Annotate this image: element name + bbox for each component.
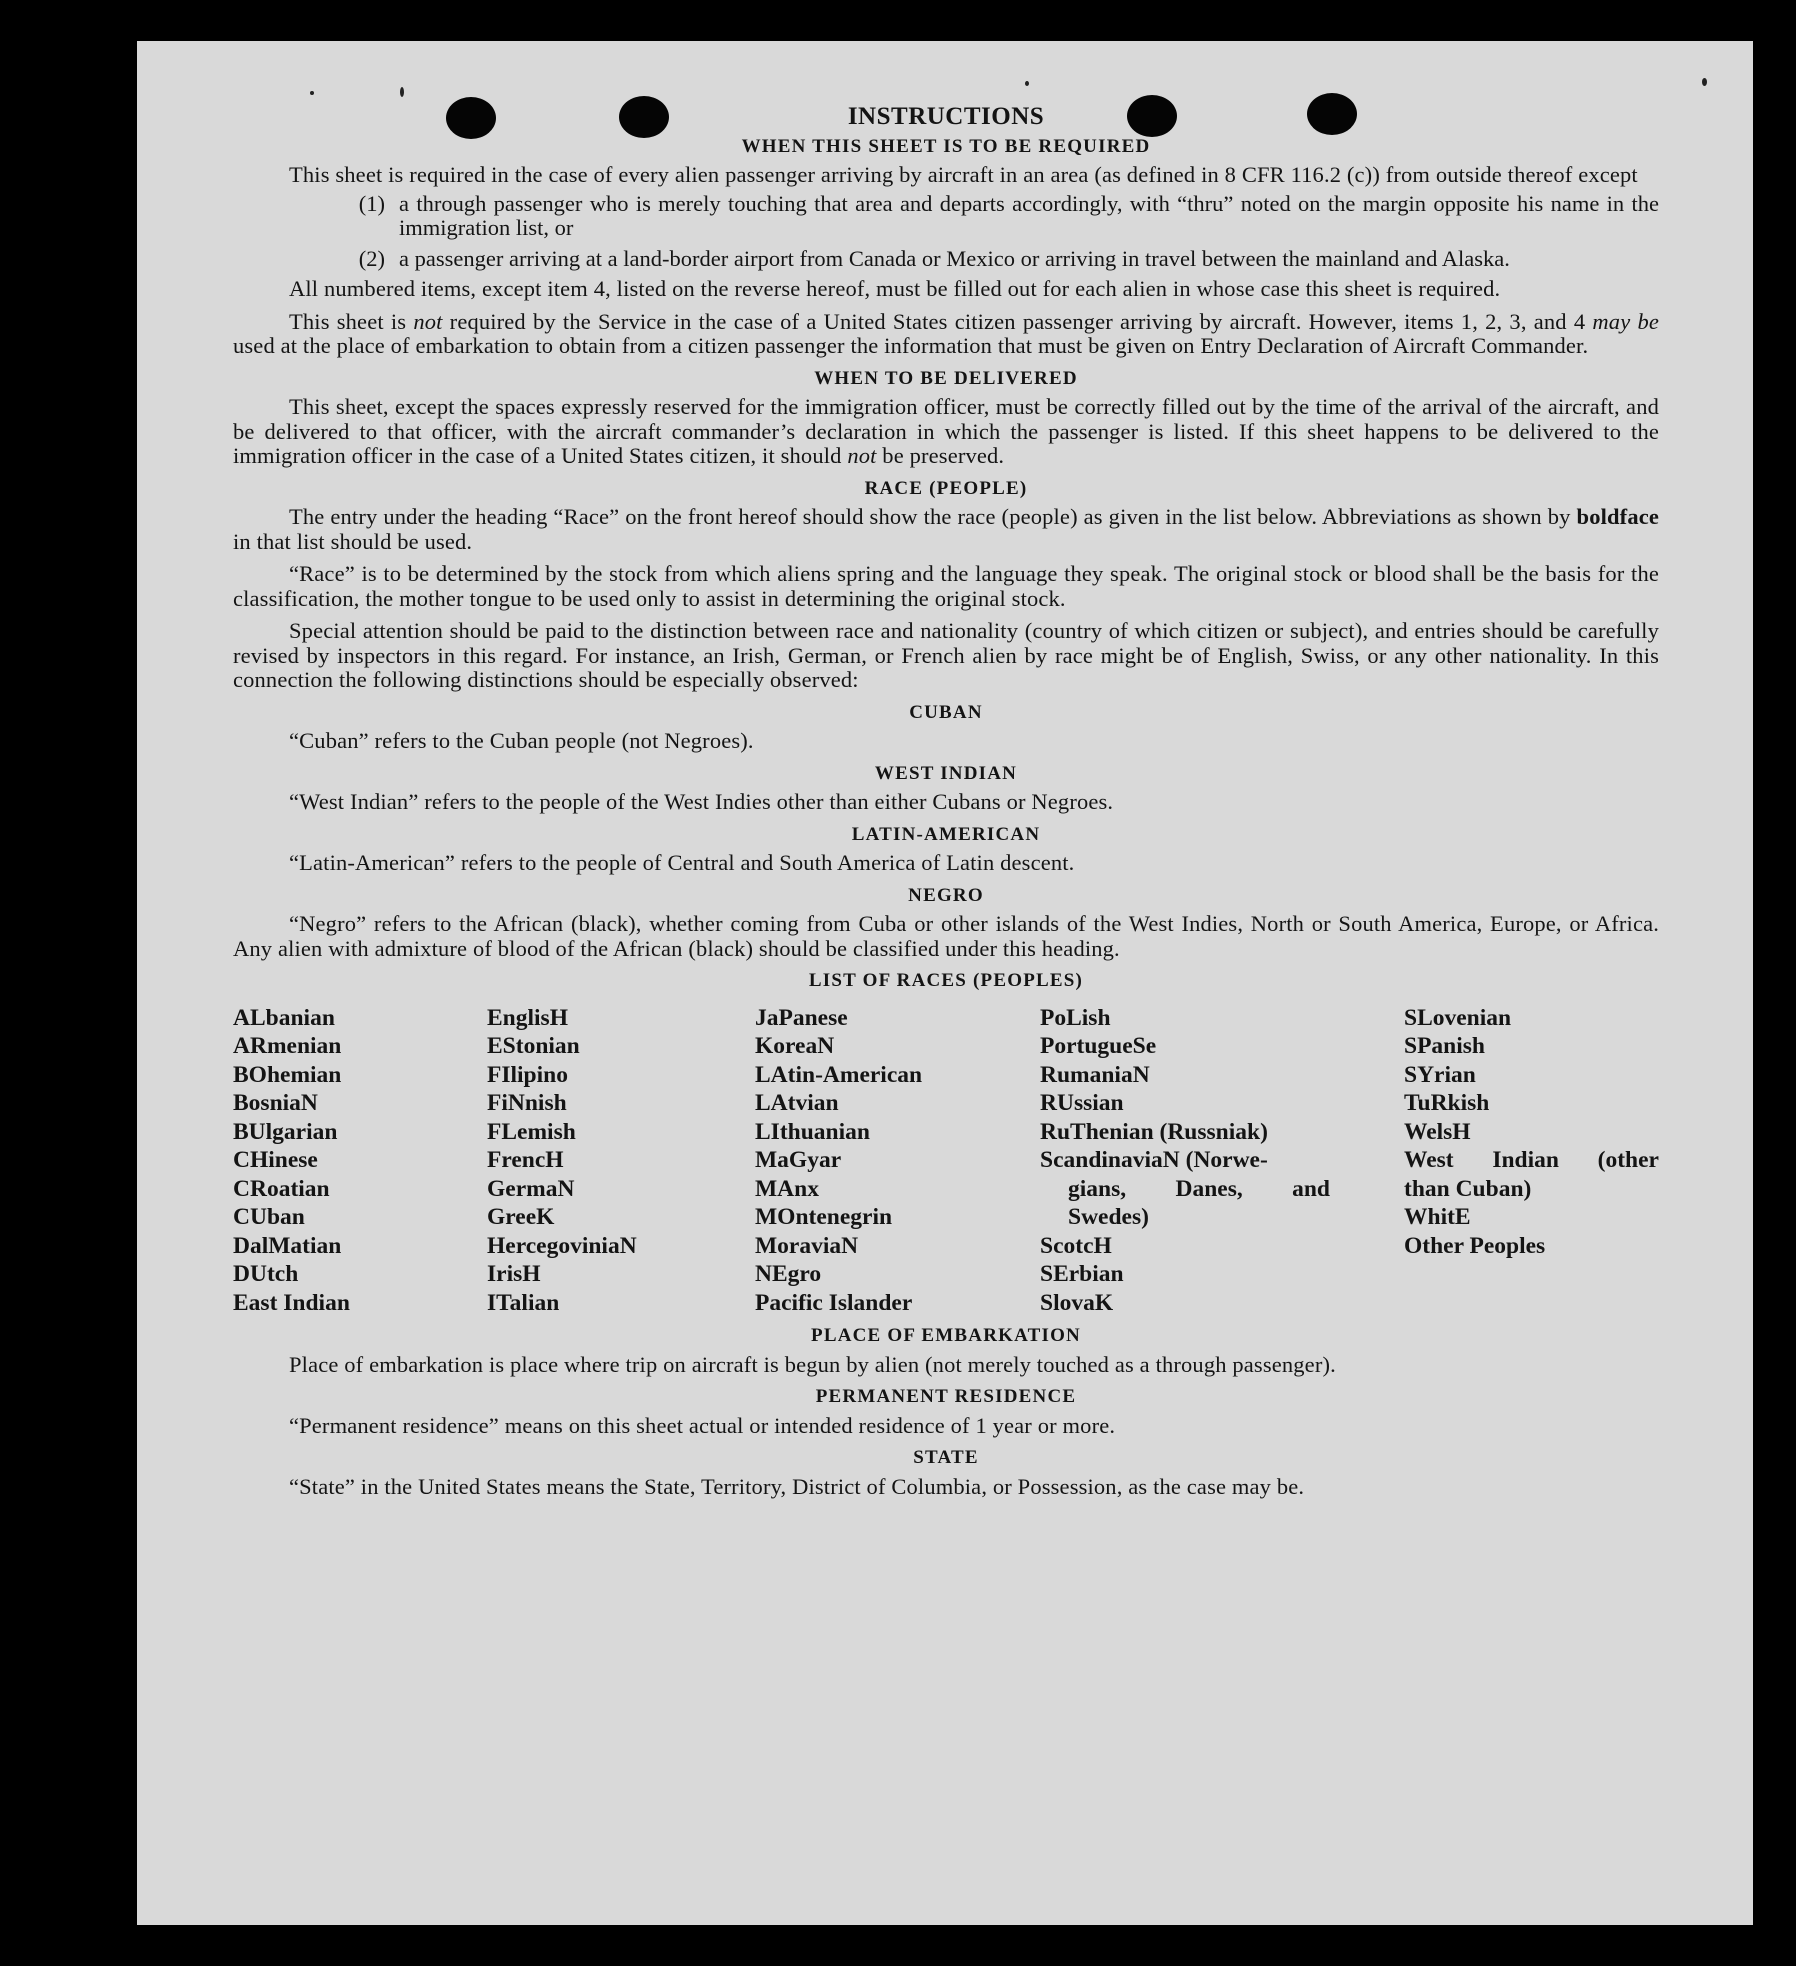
paragraph: “West Indian” refers to the people of the West Indies other than either Cubans or Negroes. [289,789,1114,814]
section-heading-race: RACE (PEOPLE) [864,477,1028,499]
race-entry: FIlipino [487,1061,568,1088]
item-text: a passenger arriving at a land-border airport from Canada or Mexico or arriving in travel between the mainland and Alaska. [399,245,1510,271]
race-entry: LAtin-American [755,1061,923,1088]
race-entry: CHinese [233,1147,318,1173]
race-entry: WhitE [1404,1204,1471,1230]
paragraph: Special attention should be paid to the distinction between race and nationality (country of which citizen or subject), and entries should be carefully revised by inspectors in this regard. For instance, an Irish, German, or French alien by race might be of English, Swiss, or any other nationality. In this connection the following distinctions should be especially observed: [233,618,1659,692]
race-entry: SYrian [1404,1061,1476,1088]
race-entry: ALbanian [233,1004,335,1031]
paragraph: This sheet, except the spaces expressly reserved for the immigration officer, must be correctly filled out by the time of the arrival of the aircraft, and be delivered to that officer, with the aircraft commander’s declaration in which the passenger is listed. If this sheet happens to be delivered to the immigration officer in the case of a United States citizen, it should not be preserved. [233,394,1659,468]
list-item [233,192,1659,241]
race-entry: SErbian [1040,1261,1124,1287]
race-entry: CUban [233,1204,305,1230]
race-entry: FiNnish [487,1090,567,1116]
paragraph: “Permanent residence” means on this sheet actual or intended residence of 1 year or more. [289,1412,1116,1438]
race-column [1040,1004,1404,1318]
list-item [233,247,1659,272]
section-heading-latin-american: LATIN-AMERICAN [851,823,1041,845]
race-column [1404,1004,1659,1318]
race-entry: ARmenian [233,1033,342,1059]
race-entry: MAnx [755,1175,819,1202]
race-entry: RuThenian (Russniak) [1040,1118,1268,1145]
race-entry: West Indian (other [1404,1147,1659,1173]
section-heading-cuban: CUBAN [909,701,983,723]
race-entry: MaGyar [755,1147,842,1173]
section-heading-embarkation: PLACE OF EMBARKATION [811,1325,1081,1346]
race-entry: SlovaK [1040,1289,1114,1316]
document-sheet [137,41,1753,1925]
race-entry: SPanish [1404,1033,1485,1059]
speck [400,87,404,97]
race-entry: FLemish [487,1118,576,1145]
paragraph: “Cuban” refers to the Cuban people (not Negroes). [289,728,754,753]
race-entry: MoraviaN [755,1232,859,1259]
paragraph: Place of embarkation is place where trip on aircraft is begun by alien (not merely touched as a through passenger). [289,1351,1336,1377]
race-entry: DalMatian [233,1232,342,1259]
race-entry: LIthuanian [755,1118,870,1145]
race-entry: HercegoviniaN [487,1232,637,1259]
instructions-text [233,105,1659,1507]
speck [1025,81,1029,86]
race-entry: BOhemian [233,1061,342,1088]
section-heading-negro: NEGRO [908,884,984,906]
section-heading-west-indian: WEST INDIAN [874,762,1018,784]
paragraph: “Race” is to be determined by the stock from which aliens spring and the language they speak. The original stock or blood shall be the basis for the classification, the mother tongue to be used only to assist in determining the original stock. [233,561,1659,611]
race-entry: SLovenian [1404,1004,1512,1031]
section-heading-list-of-races: LIST OF RACES (PEOPLES) [808,970,1084,991]
item-number: (2) [358,245,385,271]
race-entry: PortugueSe [1040,1033,1157,1059]
race-entry: DUtch [233,1261,299,1287]
race-column [233,1004,487,1318]
race-entry: IrisH [487,1261,541,1287]
race-entry: RumaniaN [1040,1061,1150,1088]
race-entry: RUssian [1040,1090,1124,1116]
race-entry: ScandinaviaN (Norwe- [1040,1147,1268,1173]
race-entry: Pacific Islander [755,1289,913,1316]
race-entry: East Indian [233,1289,350,1316]
item-number: (1) [358,190,385,216]
race-entry: FrencH [487,1147,564,1173]
race-entry: WelsH [1404,1118,1471,1145]
race-entry: NEgro [755,1261,822,1287]
section-heading-residence: PERMANENT RESIDENCE [815,1386,1077,1407]
paragraph: “Negro” refers to the African (black), whether coming from Cuba or other islands of the West Indies, North or South America, Europe, or Africa. Any alien with admixture of blood of the African (black) should be classified under this heading. [233,911,1659,961]
section-heading-state: STATE [913,1447,979,1468]
race-entry: EStonian [487,1033,580,1059]
speck [310,91,314,95]
race-entry: BosniaN [233,1090,318,1116]
section-heading-required: WHEN THIS SHEET IS TO BE REQUIRED [741,135,1151,157]
section-heading-delivered: WHEN TO BE DELIVERED [814,367,1078,389]
race-list [233,1004,1659,1318]
paragraph: This sheet is required in the case of every alien passenger arriving by aircraft in an area (as defined in 8 CFR 116.2 (c)) from outside thereof except [289,162,1638,187]
race-entry-continued: than Cuban) [1404,1175,1532,1202]
item-text: a through passenger who is merely touching that area and departs accordingly, with “thru” noted on the margin opposite his name in the immigration list, or [399,190,1659,240]
paragraph: “Latin-American” refers to the people of Central and South America of Latin descent. [289,850,1075,875]
race-column [755,1004,1040,1318]
race-entry: KoreaN [755,1033,835,1059]
speck [1702,78,1707,86]
race-entry: ITalian [487,1289,560,1316]
paragraph: “State” in the United States means the State, Territory, District of Columbia, or Possession, as the case may be. [289,1473,1305,1499]
race-entry: PoLish [1040,1004,1111,1031]
page-title: INSTRUCTIONS [847,103,1045,130]
race-entry: CRoatian [233,1175,330,1202]
race-entry: BUlgarian [233,1118,338,1145]
race-entry: TuRkish [1404,1090,1490,1116]
race-entry: GermaN [487,1175,575,1202]
race-column [487,1004,755,1318]
race-entry-continued: gians, Danes, and [1068,1175,1330,1202]
race-entry: GreeK [487,1204,555,1230]
paragraph: The entry under the heading “Race” on the front hereof should show the race (people) as given in the list below. Abbreviations as shown by boldface in that list should be used. [233,504,1659,554]
race-entry: MOntenegrin [755,1204,893,1230]
race-entry: ScotcH [1040,1232,1112,1259]
paragraph: All numbered items, except item 4, listed on the reverse hereof, must be filled out for each alien in whose case this sheet is required. [289,276,1501,301]
race-entry-continued: Swedes) [1068,1204,1149,1230]
race-entry: JaPanese [755,1004,848,1031]
paragraph: This sheet is not required by the Service in the case of a United States citizen passenger arriving by aircraft. However, items 1, 2, 3, and 4 may be used at the place of embarkation to obtain from a citizen passenger the information that must be given on Entry Declaration of Aircraft Commander. [233,308,1660,358]
race-entry: Other Peoples [1404,1232,1546,1259]
race-entry: LAtvian [755,1090,839,1116]
race-entry: EnglisH [487,1004,568,1031]
